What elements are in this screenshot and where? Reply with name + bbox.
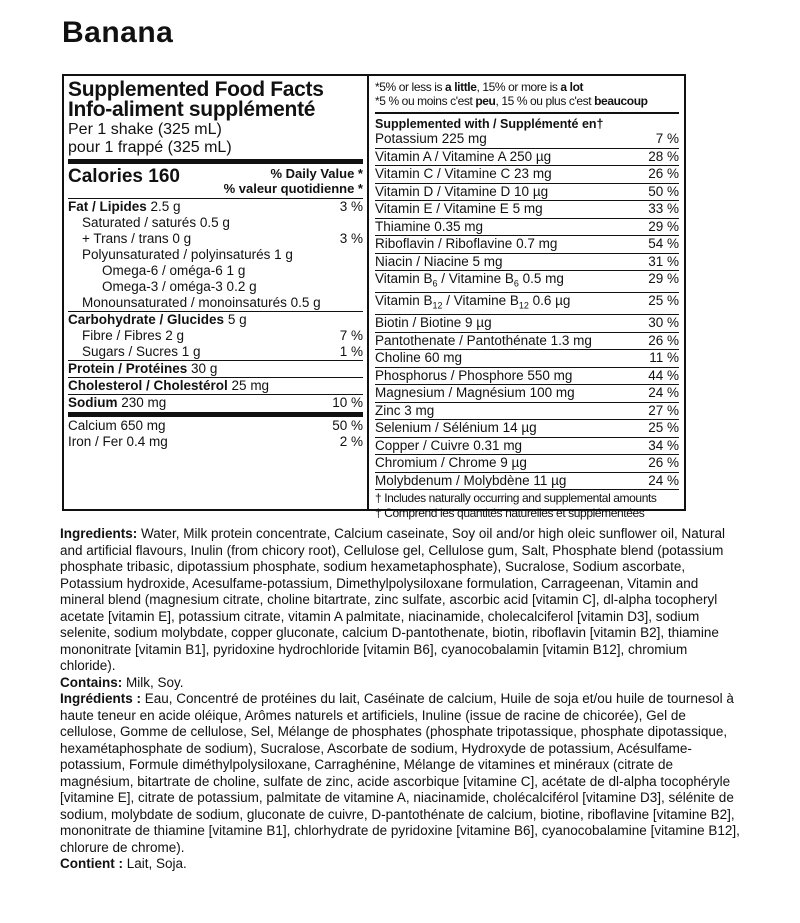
sodium-dv: 10 % bbox=[332, 395, 363, 410]
supplement-dv: 24 % bbox=[648, 385, 679, 401]
facts-heading-fr: Info-aliment supplémenté bbox=[68, 98, 316, 121]
nutrition-facts-panel bbox=[62, 74, 686, 521]
supplement-dv: 34 % bbox=[648, 437, 679, 453]
omega6-row bbox=[68, 263, 363, 279]
cholesterol-amount: 25 mg bbox=[231, 378, 270, 393]
supplement-row bbox=[375, 368, 679, 386]
supplement-row bbox=[375, 149, 679, 167]
ingredients-section bbox=[60, 526, 740, 873]
supplement-row bbox=[375, 438, 679, 456]
fat-row bbox=[68, 199, 363, 215]
supplement-dv: 11 % bbox=[649, 350, 679, 366]
sugars-dv: 1 % bbox=[339, 344, 363, 359]
supplement-label: Chromium / Chrome 9 µg bbox=[375, 455, 527, 471]
supplement-label: Vitamin C / Vitamine C 23 mg bbox=[375, 166, 552, 181]
supplement-label: Molybdenum / Molybdène 11 µg bbox=[375, 472, 567, 488]
poly-label: Polyunsaturated / polyinsaturés 1 g bbox=[82, 247, 293, 262]
mono-label: Monounsaturated / monoinsaturés 0.5 g bbox=[82, 295, 321, 310]
supplement-dv: 24 % bbox=[648, 472, 679, 488]
supplement-dv: 31 % bbox=[648, 253, 679, 269]
saturated-label: Saturated / saturés 0.5 g bbox=[82, 215, 230, 230]
ingredients-fr: Ingrédients : Eau, Concentré de protéines du lait, Caséinate de calcium, Huile de soja et/ou huile de tournesol à haute teneur en acide oléique, Arômes naturels et artificiels, Inuline (issue de racine de chicorée), Gel de cellulose, Gomme de cellulose, Sel, Mélange de phosphates (phosphate tripotassique, phosphate dipotassique, hexamétaphosphate de sodium), Sucralose, Ascorbate de sodium, Hydroxyde de potassium, Acésulfame-potassium, Formule diméthylpolysiloxane, Carraghénine, Mélange de vitamines et minéraux (citrate de magnésium, bitartrate de choline, sulfate de zinc, acide ascorbique [vitamine C], acétate de dl-alpha tocophéryle [vitamine E], citrate de potassium, palmitate de vitamine A, niacinamide, cholécalciférol [vitamine D3], sélénite de sodium, molybdate de sodium, gluconate de cuivre, D-pantothénate de calcium, biotine, riboflavine [vitamine B2], mononitrate de thiamine [vitamine B1], chlorhydrate de pyridoxine [vitamine B6], cyanocobalamine [vitamine B12], chlorure de chrome). bbox=[60, 691, 740, 855]
supplement-label: Niacin / Niacine 5 mg bbox=[375, 253, 503, 269]
sodium-row bbox=[68, 395, 363, 417]
dv-note-fr: *5 % ou moins c'est peu, 15 % ou plus c'est beaucoup bbox=[375, 94, 679, 114]
supplement-label: Magnesium / Magnésium 100 mg bbox=[375, 385, 575, 401]
omega3-row bbox=[68, 279, 363, 295]
dv-header-en: % Daily Value * bbox=[270, 166, 363, 181]
supplement-row bbox=[375, 236, 679, 254]
supplement-label: Vitamin E / Vitamine E 5 mg bbox=[375, 201, 543, 216]
daily-value-header bbox=[224, 166, 363, 196]
supplement-dv: 29 % bbox=[648, 218, 679, 234]
cholesterol-row bbox=[68, 378, 363, 395]
supplement-row bbox=[375, 184, 679, 202]
supplement-dv: 30 % bbox=[648, 315, 679, 331]
supplement-dv: 7 % bbox=[655, 131, 679, 146]
supplement-label: Pantothenate / Pantothénate 1.3 mg bbox=[375, 332, 592, 348]
supplement-row bbox=[375, 166, 679, 184]
supplement-row bbox=[375, 473, 679, 491]
sugars-label: Sugars / Sucres 1 g bbox=[82, 344, 201, 359]
supplement-row bbox=[375, 219, 679, 237]
protein-label: Protein / Protéines bbox=[68, 361, 188, 376]
mono-row bbox=[68, 295, 363, 312]
footnote-fr: † Comprend les quantités naturelles et supplémentées bbox=[375, 506, 645, 521]
supplement-dv: 26 % bbox=[648, 455, 679, 471]
supplement-dv: 26 % bbox=[648, 166, 679, 181]
supplement-dv: 50 % bbox=[648, 183, 679, 199]
sodium-label: Sodium bbox=[68, 395, 118, 410]
cholesterol-label: Cholesterol / Cholestérol bbox=[68, 378, 228, 393]
contains-en: Contains: Milk, Soy. bbox=[60, 674, 184, 690]
fat-amount: 2.5 g bbox=[150, 199, 181, 214]
trans-row bbox=[68, 231, 363, 247]
supplement-label: Phosphorus / Phosphore 550 mg bbox=[375, 367, 573, 383]
supplement-dv: 29 % bbox=[648, 271, 679, 286]
calcium-label: Calcium 650 mg bbox=[68, 418, 166, 433]
carb-amount: 5 g bbox=[227, 312, 247, 327]
carb-label: Carbohydrate / Glucides bbox=[68, 312, 225, 327]
dv-header-fr: % valeur quotidienne * bbox=[223, 181, 363, 196]
iron-row bbox=[68, 434, 363, 450]
supplement-label: Vitamin $B_{12}$ / Vitamine $B_{12}$ 0.6 µg bbox=[375, 293, 571, 311]
supplement-dv: 33 % bbox=[648, 201, 679, 216]
supplement-label: Choline 60 mg bbox=[375, 350, 463, 366]
supplement-dv: 25 % bbox=[648, 420, 679, 436]
saturated-row bbox=[68, 215, 363, 231]
dv-note-en: *5% or less is a little, 15% or more is a lot bbox=[375, 80, 584, 94]
protein-row bbox=[68, 361, 363, 378]
supplement-dv: 27 % bbox=[648, 402, 679, 418]
supplement-label: Potassium 225 mg bbox=[375, 131, 487, 146]
supplemented-list bbox=[375, 131, 679, 490]
calcium-row bbox=[68, 417, 363, 434]
supplement-dv: 26 % bbox=[648, 332, 679, 348]
calcium-dv: 50 % bbox=[332, 418, 363, 433]
supplement-label: Vitamin $B_6$ / Vitamine $B_6$ 0.5 mg bbox=[375, 271, 564, 289]
supplement-row bbox=[375, 420, 679, 438]
supplement-row bbox=[375, 333, 679, 351]
supplemented-column bbox=[369, 76, 684, 521]
supplement-row bbox=[375, 254, 679, 272]
supplement-row bbox=[375, 293, 679, 315]
iron-label: Iron / Fer 0.4 mg bbox=[68, 434, 168, 449]
supplement-label: Vitamin D / Vitamine D 10 µg bbox=[375, 183, 549, 199]
supplement-row bbox=[375, 455, 679, 473]
supplement-label: Zinc 3 mg bbox=[375, 402, 435, 418]
carb-row bbox=[68, 312, 363, 328]
supplement-label: Vitamin A / Vitamine A 250 µg bbox=[375, 148, 552, 164]
supplement-row bbox=[375, 350, 679, 368]
iron-dv: 2 % bbox=[339, 434, 363, 449]
supplement-dv: 54 % bbox=[648, 236, 679, 251]
supplement-dv: 28 % bbox=[648, 148, 679, 164]
supplement-row bbox=[375, 385, 679, 403]
supplement-row bbox=[375, 201, 679, 219]
supplement-row bbox=[375, 315, 679, 333]
fat-dv: 3 % bbox=[339, 199, 363, 214]
serving-size-fr: pour 1 frappé (325 mL) bbox=[68, 139, 363, 164]
trans-label: + Trans / trans 0 g bbox=[82, 231, 192, 246]
supplement-row bbox=[375, 271, 679, 293]
supplement-label: Thiamine 0.35 mg bbox=[375, 218, 484, 234]
supplement-label: Copper / Cuivre 0.31 mg bbox=[375, 437, 523, 453]
fibre-row bbox=[68, 328, 363, 344]
supplement-row bbox=[375, 131, 679, 149]
footnote-en: † Includes naturally occurring and supplemental amounts bbox=[375, 491, 657, 506]
facts-left-column bbox=[64, 76, 369, 509]
supplement-row bbox=[375, 403, 679, 421]
calories: Calories 160 bbox=[68, 166, 180, 187]
supplement-dv: 25 % bbox=[648, 293, 679, 309]
fat-label: Fat / Lipides bbox=[68, 199, 147, 214]
protein-amount: 30 g bbox=[191, 361, 218, 376]
omega6-label: Omega-6 / oméga-6 1 g bbox=[102, 263, 246, 278]
supplement-dv: 44 % bbox=[648, 367, 679, 383]
supplemented-heading: Supplemented with / Supplémenté en† bbox=[375, 117, 604, 131]
sodium-amount: 230 mg bbox=[121, 395, 167, 410]
facts-heading-en: Supplemented Food Facts bbox=[68, 78, 324, 101]
sugars-row bbox=[68, 344, 363, 361]
fibre-dv: 7 % bbox=[339, 328, 363, 343]
calories-row bbox=[68, 164, 363, 199]
serving-size-en: Per 1 shake (325 mL) bbox=[68, 121, 222, 138]
product-title: Banana bbox=[62, 16, 174, 49]
fibre-label: Fibre / Fibres 2 g bbox=[82, 328, 185, 343]
poly-row bbox=[68, 247, 363, 263]
supplement-label: Riboflavin / Riboflavine 0.7 mg bbox=[375, 236, 558, 251]
contains-fr: Contient : Lait, Soja. bbox=[60, 856, 187, 871]
trans-dv: 3 % bbox=[339, 231, 363, 246]
supplement-label: Biotin / Biotine 9 µg bbox=[375, 315, 492, 331]
omega3-label: Omega-3 / oméga-3 0.2 g bbox=[102, 279, 257, 294]
ingredients-en: Ingredients: Water, Milk protein concentrate, Calcium caseinate, Soy oil and/or high oleic sunflower oil, Natural and artificial flavours, Inulin (from chicory root), Cellulose gel, Cellulose gum, Salt, Phosphate blend (potassium phosphate tribasic, dipotassium phosphate, sodium hexametaphosphate), Sucralose, Sodium ascorbate, Potassium hydroxide, Acesulfame-potassium, Dimethylpolysiloxane formulation, Carrageenan, Vitamin and mineral blend (magnesium citrate, choline bitartrate, zinc sulfate, ascorbic acid [vitamin C], dl-alpha tocopheryl acetate [vitamin E], potassium citrate, vitamin A palmitate, niacinamide, cholecalciferol [vitamin D3], sodium selenite, sodium molybdate, copper gluconate, calcium D-pantothenate, biotin, riboflavin [vitamin B2], thiamine mononitrate [vitamin B1], pyridoxine hydrochloride [vitamin B6], cyanocobalamin [vitamin B12], chromium chloride). bbox=[60, 526, 726, 673]
supplement-label: Selenium / Sélénium 14 µg bbox=[375, 420, 537, 436]
